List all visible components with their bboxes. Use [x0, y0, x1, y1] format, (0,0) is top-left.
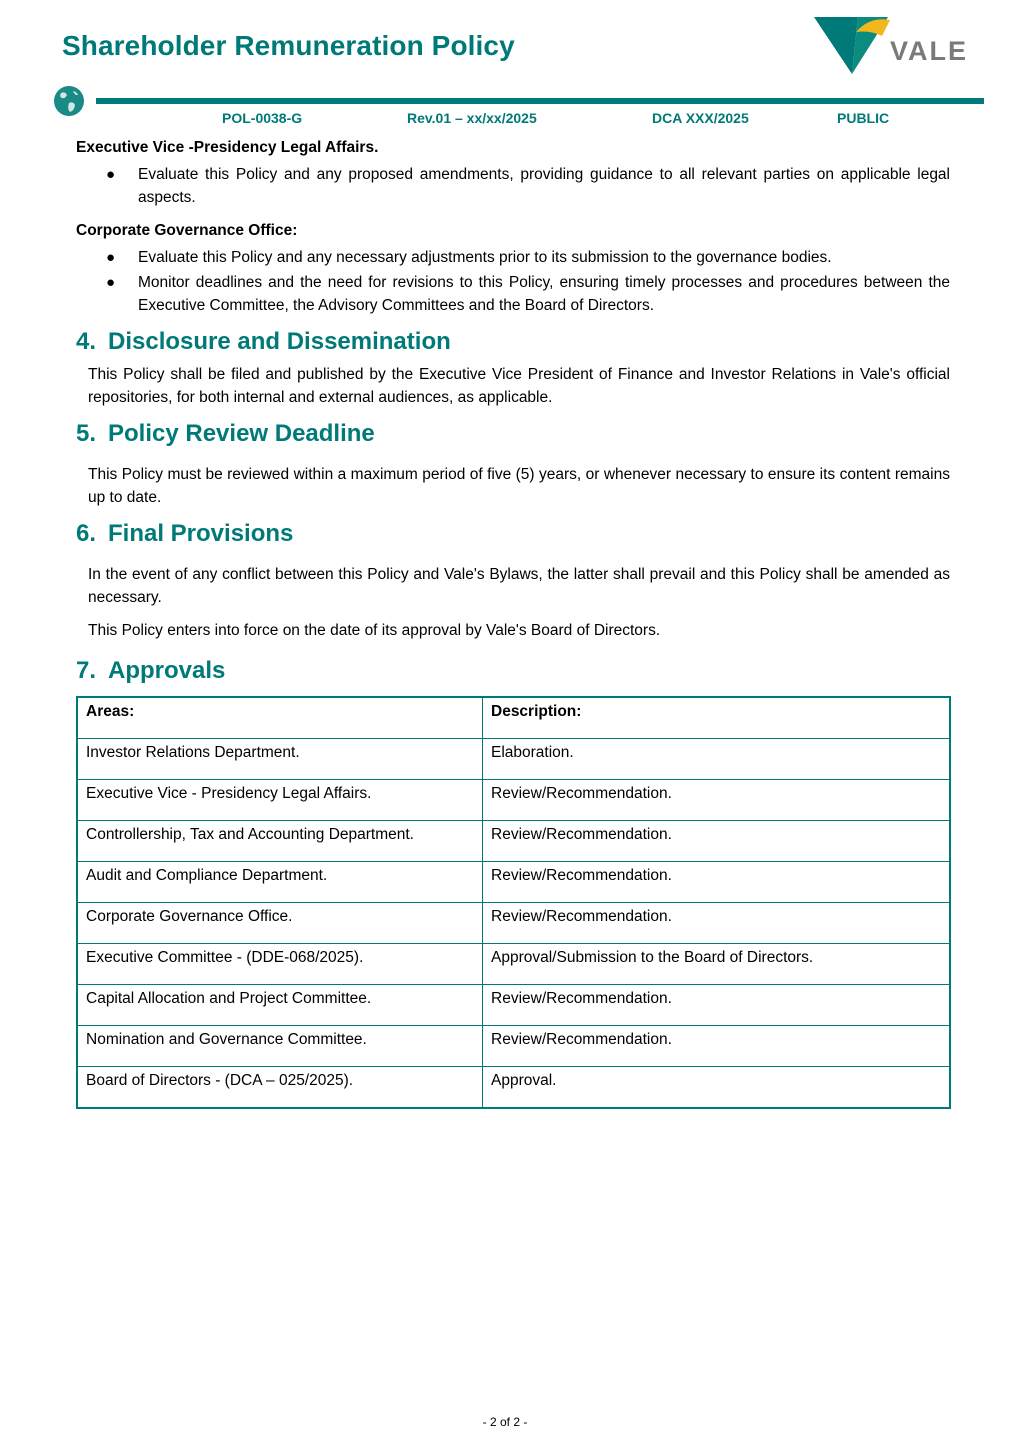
header-rule: [96, 98, 984, 104]
role-heading: Executive Vice -Presidency Legal Affairs.: [76, 139, 379, 156]
revision-label: Rev.01 – xx/xx/2025: [407, 110, 537, 126]
table-row: [77, 821, 950, 862]
description-cell: Review/Recommendation.: [483, 821, 951, 862]
table-row: [77, 1026, 950, 1067]
list-item: ● Evaluate this Policy and any necessary adjustments prior to its submission to the governance bodies.: [76, 246, 950, 269]
dca-label: DCA XXX/2025: [652, 110, 749, 126]
document-body: [76, 136, 950, 1109]
section-heading: [76, 519, 950, 549]
table-row: [77, 862, 950, 903]
paragraph: This Policy shall be filed and published by the Executive Vice President of Finance and Investor Relations in Vale's official repositories, for both internal and external audiences, as applicable.: [88, 366, 950, 406]
table-row: [77, 903, 950, 944]
description-cell: Review/Recommendation.: [483, 903, 951, 944]
bullet-list: [76, 163, 950, 209]
policy-code: POL-0038-G: [222, 110, 303, 126]
paragraph: This Policy enters into force on the date of its approval by Vale's Board of Directors.: [88, 622, 661, 639]
section-heading: [76, 419, 950, 449]
approvals-table: [76, 696, 951, 1109]
section-number: 6.: [76, 520, 97, 547]
area-cell: Nomination and Governance Committee.: [77, 1026, 483, 1067]
section-number: 4.: [76, 328, 97, 355]
area-cell: Capital Allocation and Project Committee.: [77, 985, 483, 1026]
document-title: Shareholder Remuneration Policy: [62, 30, 515, 61]
area-cell: Corporate Governance Office.: [77, 903, 483, 944]
classification-label: PUBLIC: [837, 110, 890, 126]
paragraph: In the event of any conflict between this Policy and Vale's Bylaws, the latter shall prevail and this Policy shall be amended as necessary.: [88, 566, 950, 606]
section-heading: [76, 656, 950, 686]
description-cell: Approval/Submission to the Board of Directors.: [483, 944, 951, 985]
bullet-icon: ●: [106, 249, 116, 266]
description-cell: Approval.: [483, 1067, 951, 1109]
section-title: Policy Review Deadline: [108, 420, 375, 447]
header-cell-areas: Areas:: [77, 697, 483, 739]
table-row: [77, 1067, 950, 1109]
area-cell: Board of Directors - (DCA – 025/2025).: [77, 1067, 483, 1109]
list-item: ● Monitor deadlines and the need for revisions to this Policy, ensuring timely processes and procedures between the Executive Committee, the Advisory Committees and the Board of Directors.: [76, 271, 950, 317]
table-row: [77, 944, 950, 985]
description-cell: Elaboration.: [483, 739, 951, 780]
section-number: 7.: [76, 657, 97, 684]
role-heading: Corporate Governance Office:: [76, 222, 298, 239]
section-title: Final Provisions: [108, 520, 294, 547]
page-number: - 2 of 2 -: [482, 1415, 528, 1429]
section-title: Approvals: [108, 657, 226, 684]
description-cell: Review/Recommendation.: [483, 780, 951, 821]
list-item: ● Evaluate this Policy and any proposed amendments, providing guidance to all relevant parties on applicable legal aspects.: [76, 163, 950, 209]
area-cell: Investor Relations Department.: [77, 739, 483, 780]
paragraph: This Policy must be reviewed within a maximum period of five (5) years, or whenever necessary to ensure its content remains up to date.: [88, 466, 950, 506]
table-row: [77, 780, 950, 821]
description-cell: Review/Recommendation.: [483, 862, 951, 903]
table-row: [77, 985, 950, 1026]
section-heading: [76, 327, 950, 357]
area-cell: Executive Committee - (DDE-068/2025).: [77, 944, 483, 985]
table-header-row: [77, 697, 950, 739]
area-cell: Controllership, Tax and Accounting Department.: [77, 821, 483, 862]
bullet-icon: ●: [106, 166, 116, 183]
area-cell: Audit and Compliance Department.: [77, 862, 483, 903]
table-row: [77, 739, 950, 780]
bullet-icon: ●: [106, 274, 116, 291]
section-title: Disclosure and Dissemination: [108, 328, 451, 355]
description-cell: Review/Recommendation.: [483, 1026, 951, 1067]
header-cell-description: Description:: [483, 697, 951, 739]
section-number: 5.: [76, 420, 97, 447]
globe-icon: [53, 85, 85, 117]
description-cell: Review/Recommendation.: [483, 985, 951, 1026]
area-cell: Executive Vice - Presidency Legal Affairs.: [77, 780, 483, 821]
bullet-list: [76, 246, 950, 317]
logo-text: VALE: [890, 36, 969, 66]
